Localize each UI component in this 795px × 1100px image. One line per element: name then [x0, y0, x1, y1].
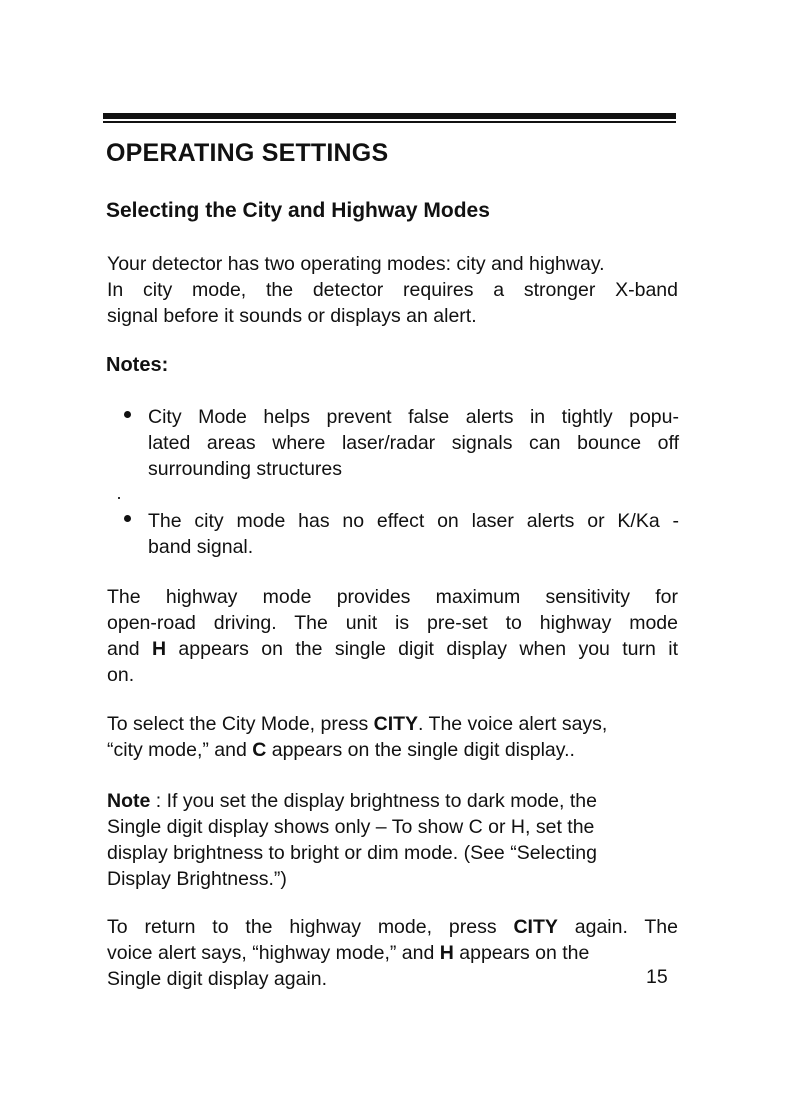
select-city-line [107, 711, 678, 737]
text: and [107, 638, 152, 660]
bullet-item-city-mode [148, 404, 679, 482]
note-line: display brightness to bright or dim mode. (See “Selecting [107, 842, 597, 864]
bullet-line: City Mode helps prevent false alerts in tightly popu- [148, 406, 679, 428]
bullet-line: The city mode has no effect on laser alerts or K/Ka - [148, 510, 679, 532]
text: To return to the highway mode, press [107, 916, 514, 938]
note-paragraph [107, 788, 678, 892]
bullet-item-no-effect [148, 508, 679, 560]
page-number: 15 [646, 966, 668, 988]
text: again. The [557, 916, 678, 938]
note-line [107, 788, 678, 814]
select-city-line [107, 737, 678, 763]
top-rule-thick [103, 113, 676, 119]
notes-label: Notes: [106, 354, 169, 376]
bold-key-h: H [439, 942, 454, 964]
highway-line [107, 636, 678, 662]
intro-line: signal before it sounds or displays an alert. [107, 305, 477, 327]
note-label: Note [107, 790, 151, 812]
note-line: Single digit display shows only – To show C or H, set the [107, 816, 595, 838]
bold-key-city: CITY [373, 713, 419, 735]
text: To select the City Mode, press [107, 713, 374, 735]
bullet-line: surrounding structures [148, 458, 343, 480]
text: . The voice alert says, [418, 713, 608, 735]
text: appears on the single digit display when you turn it [166, 638, 679, 660]
bullet-dot-icon [124, 411, 131, 418]
text: voice alert says, “highway mode,” and [107, 942, 440, 964]
return-highway-paragraph [107, 914, 678, 992]
top-rule-thin [103, 121, 676, 123]
intro-paragraph [107, 251, 678, 329]
return-line: Single digit display again. [107, 968, 328, 990]
bullet-dot-icon [124, 515, 131, 522]
bullet-line: lated areas where laser/radar signals can bounce off [148, 432, 679, 454]
page-title: OPERATING SETTINGS [106, 139, 389, 167]
bold-key-h: H [151, 638, 167, 660]
return-line [107, 940, 678, 966]
text: appears on the [453, 942, 590, 964]
bold-key-c: C [252, 739, 267, 761]
intro-line: In city mode, the detector requires a stronger X-band [107, 279, 678, 301]
text: appears on the single digit display.. [266, 739, 575, 761]
stray-mark [118, 497, 120, 499]
highway-paragraph [107, 584, 678, 688]
text: “city mode,” and [107, 739, 253, 761]
note-line: Display Brightness.”) [107, 868, 287, 890]
highway-line: on. [107, 664, 135, 686]
intro-line: Your detector has two operating modes: city and highway. [107, 253, 605, 275]
select-city-paragraph [107, 711, 678, 763]
text: : If you set the display brightness to dark mode, the [150, 790, 597, 812]
highway-line: The highway mode provides maximum sensitivity for [107, 586, 678, 608]
section-heading: Selecting the City and Highway Modes [106, 199, 490, 222]
highway-line: open-road driving. The unit is pre-set to highway mode [107, 612, 678, 634]
return-line [107, 914, 678, 940]
bullet-line: band signal. [148, 536, 254, 558]
bold-key-city: CITY [513, 916, 558, 938]
